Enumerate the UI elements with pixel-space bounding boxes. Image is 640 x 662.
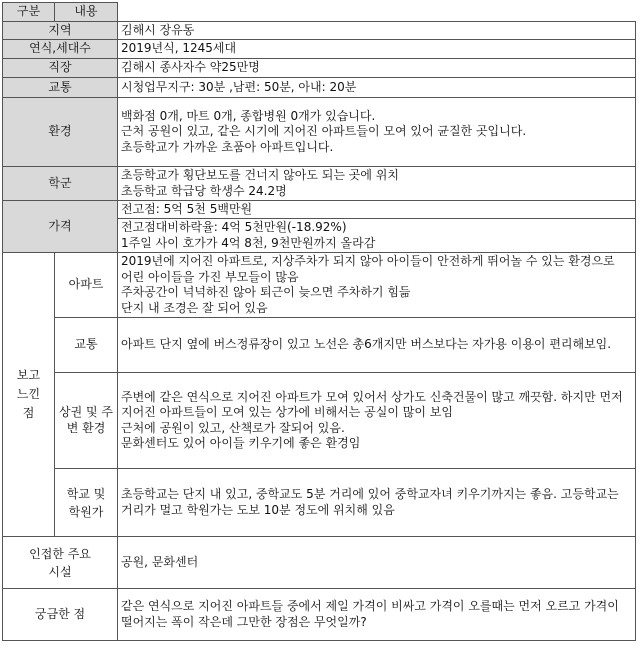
observed-shops-line: 근처에 공원이 있고, 산책로가 잘되어 있음. xyxy=(121,420,345,435)
environment-line: 초등학교가 가까운 초품아 아파트입니다. xyxy=(121,139,334,154)
work-value: 김해시 종사자수 약25만명 xyxy=(118,59,636,78)
header-category xyxy=(3,3,55,22)
row-year xyxy=(3,40,636,59)
row-work xyxy=(3,59,636,78)
row-traffic xyxy=(3,78,636,98)
price-drop-line: 1주일 사이 호가가 4억 8천, 9천만원까지 올라감 xyxy=(121,235,376,250)
row-school-district xyxy=(3,167,636,201)
question-text: 같은 연식으로 지어진 아파트들 중에서 제일 가격이 비싸고 가격이 오를때는 먼저 오르고 가격이 떨어지는 폭이 작은데 그만한 장점은 무엇일까? xyxy=(121,599,619,629)
observed-shops-label xyxy=(55,373,118,469)
observed-apartment-line: 주차공간이 넉넉하진 않아 퇴근이 늦으면 주차하기 힘듦 xyxy=(121,285,411,299)
nearby-label-text: 인접한 주요 시설 xyxy=(29,546,91,579)
row-price-1 xyxy=(3,201,636,219)
price-drop xyxy=(118,219,636,253)
traffic-value: 시청업무지구: 30분 ,남편: 50분, 아내: 20분 xyxy=(118,78,636,98)
row-nearby xyxy=(3,537,636,589)
observed-transport-value xyxy=(118,318,636,373)
observed-shops-label-text: 상권 및 주변 환경 xyxy=(59,405,113,436)
school-district-value xyxy=(118,167,636,201)
school-district-line: 초등학교 학급당 학생수 24.2명 xyxy=(121,183,287,198)
row-environment xyxy=(3,98,636,167)
row-observed-shops xyxy=(3,373,636,469)
row-question xyxy=(3,589,636,641)
observed-schools-text: 초등학교는 단지 내 있고, 중학교도 5분 거리에 있어 중학교자녀 키우기까지는 좋음. 고등학교는 거리가 멀고 학원가는 도보 10분 정도에 위치해 있음 xyxy=(121,487,619,517)
header-row xyxy=(3,3,636,22)
observed-apartment-label: 아파트 xyxy=(55,253,118,318)
row-observed-schools xyxy=(3,469,636,537)
price-drop-line: 전고점대비하락율: 4억 5천만원(-18.92%) xyxy=(121,220,347,234)
region-value: 김해시 장유동 xyxy=(118,22,636,40)
price-label: 가격 xyxy=(3,201,118,253)
nearby-value: 공원, 문화센터 xyxy=(118,537,636,589)
environment-label: 환경 xyxy=(3,98,118,167)
observed-schools-label xyxy=(55,469,118,537)
observed-apartment-value xyxy=(118,253,636,318)
environment-line: 근처 공원이 있고, 같은 시기에 지어진 아파트들이 모여 있어 균질한 곳입니다. xyxy=(121,124,527,139)
row-region xyxy=(3,22,636,40)
year-label: 연식,세대수 xyxy=(3,40,118,59)
observed-apartment-line: 2019년에 지어진 아파트로, 지상주차가 되지 않아 아이들이 안전하게 뛰어놀 수 있는 환경으로 어린 아이들을 가진 부모들이 많음 xyxy=(121,254,615,284)
nearby-label xyxy=(3,537,118,589)
question-label: 궁금한 점 xyxy=(3,589,118,641)
observed-schools-label-text: 학교 및 학원가 xyxy=(66,486,106,519)
observed-label xyxy=(3,253,55,537)
question-value xyxy=(118,589,636,641)
environment-value xyxy=(118,98,636,167)
observed-shops-value xyxy=(118,373,636,469)
price-peak: 전고점: 5억 5천 5백만원 xyxy=(118,201,636,219)
observed-transport-label: 교통 xyxy=(55,318,118,373)
observed-apartment-line: 단지 내 조경은 잘 되어 있음 xyxy=(121,300,268,315)
header-content: 내용 xyxy=(55,3,118,22)
observed-shops-line: 문화센터도 있어 아이들 키우기에 좋은 환경임 xyxy=(121,436,361,450)
observed-label-text: 보고 느낀 점 xyxy=(16,368,41,420)
row-observed-apartment xyxy=(3,253,636,318)
work-label: 직장 xyxy=(3,59,118,78)
region-label: 지역 xyxy=(3,22,118,40)
school-district-line: 초등학교가 횡단보도를 건너지 않아도 되는 곳에 위치 xyxy=(121,168,399,182)
observed-shops-line: 주변에 같은 연식으로 지어진 아파트가 모여 있어서 상가도 신축건물이 많고 깨끗함. 하지만 먼저 지어진 아파트들이 모여 있는 상가에 비해서는 공실이 많이 보임 xyxy=(121,389,623,419)
school-district-label: 학군 xyxy=(3,167,118,201)
row-observed-transport xyxy=(3,318,636,373)
observed-transport-text: 아파트 단지 옆에 버스정류장이 있고 노선은 총6개지만 버스보다는 자가용 이용이 편리해보임. xyxy=(121,337,612,352)
environment-line: 백화점 0개, 마트 0개, 종합병원 0개가 있습니다. xyxy=(121,108,376,123)
header-category-label: 구분 xyxy=(3,4,55,20)
apartment-report-table xyxy=(2,2,636,641)
traffic-label: 교통 xyxy=(3,78,118,98)
year-value: 2019년식, 1245세대 xyxy=(118,40,636,59)
observed-schools-value xyxy=(118,469,636,537)
